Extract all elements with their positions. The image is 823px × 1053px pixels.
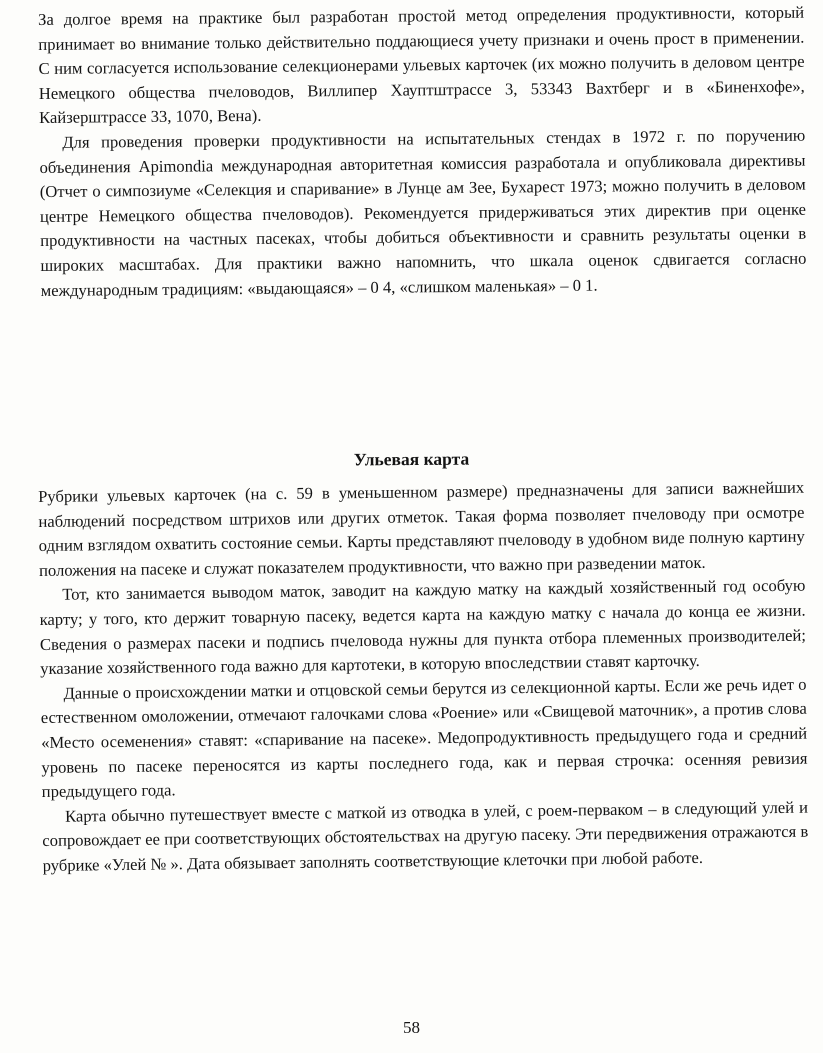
paragraph-hive-card-rubrics: Рубрики ульевых карточек (на с. 59 в уменьшенном размере) предназначены для записи важнейших наблюдений посредством штрихов или других отметок. Такая форма позволяет пчеловоду при осмотре одним взглядом охватить состояние семьи. Карты представляют пчеловоду в удобном виде полную картину положения на пасеке и служат показателем продуктивности, что важно при разведении маток. [38, 477, 805, 580]
section-heading: Ульевая карта [353, 448, 470, 470]
paragraph-intro-method: За долгое время на практике был разработан простой метод определения продуктивности, который принимает во внимание только действительно поддающиеся учету признаки и очень прост в применении. С ним согласуется использование селекционерами ульевых карточек (их можно получить в деловом центре Немецкого общества пчеловодов, Виллипер Хауптштрассе 3, 53343 Вахтберг и в «Биненхофе», Кайзерштрассе 33, 1070, Вена). [38, 2, 805, 128]
paragraph-queen-breeding-card: Тот, кто занимается выводом маток, заводит на каждую матку на каждый хозяйственный год особую карту; у того, кто держит товарную пасеку, ведется карта на каждую матку с начала до конца ее жизни. Сведения о размерах пасеки и подпись пчеловода нужны для пункта отбора племенных производителей; указание хозяйственного года важно для картотеки, в которую впоследствии ставят карточку. [39, 576, 807, 679]
section-text [38, 476, 809, 879]
paragraph-card-travel: Карта обычно путешествует вместе с маткой из отводка в улей, с роем-перваком – в следующий улей и сопровождает ее при соответствующих обстоятельствах на другую пасеку. Эти передвижения отражаются в рубрике «Улей № ». Дата обязывает заполнять соответствующие клеточки при любой работе. [42, 797, 809, 875]
paragraph-origin-data: Данные о происхождении матки и отцовской семьи берутся из селекционной карты. Если же речь идет о естественном омоложении, отмечают галочками слова «Роение» или «Свищевой маточник», а против слова «Место осеменения» ставят: «спаривание на пасеке». Медопродуктивность предыдущего года и средний уровень по пасеке переносятся из карты последнего года, как и первая строчка: осенняя ревизия предыдущего года. [40, 674, 808, 802]
page-number: 58 [403, 1018, 420, 1037]
intro-text [38, 1, 807, 303]
paragraph-apimondia-directives: Для проведения проверки продуктивности на испытательных стендах в 1972 г. по поручению объединения Apimondia международная авторитетная комиссия разработала и опубликовала директивы (Отчет о симпозиуме «Селекция и спаривание» в Лунце ам Зее, Бухарест 1973; можно получить в деловом центре Немецкого общества пчеловодов). Рекомендуется придерживаться этих директив при оценке продуктивности на частных пасеках, чтобы добиться объективности и сравнить результаты оценки в широких масштабах. Для практики важно напомнить, что шкала оценок сдвигается согласно международным традициям: «выдающаяся» – 0 4, «слишком маленькая» – 0 1. [39, 125, 807, 300]
